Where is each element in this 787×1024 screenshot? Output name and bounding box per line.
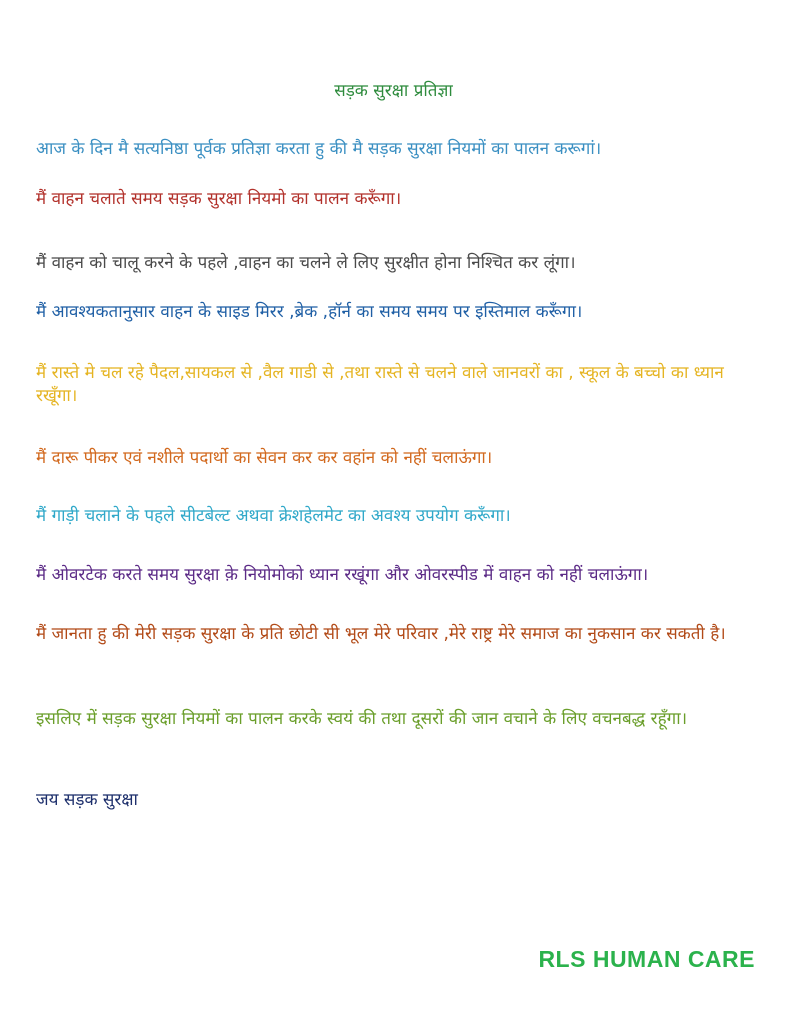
organization-name: RLS HUMAN CARE	[538, 946, 755, 972]
paragraph-10: इसलिए में सड़क सुरक्षा नियमों का पालन करके स्वयं की तथा दूसरों की जान वचाने के लिए वचनबद्ध रहूँगा।	[36, 709, 688, 729]
document-title: सड़क सुरक्षा प्रतिज्ञा	[334, 81, 453, 101]
paragraph-7: मैं गाड़ी चलाने के पहले सीटबेल्ट अथवा क्रेशहेलमेट का अवश्य उपयोग करूँगा।	[36, 506, 511, 526]
paragraph-5: मैं रास्ते मे चल रहे पैदल,सायकल से ,वैल गाडी से ,तथा रास्ते से चलने वाले जानवरों का , स्कूल के बच्चो का ध्यान रखूँगा।	[36, 363, 724, 406]
paragraph-2: मैं वाहन चलाते समय सड़क सुरक्षा नियमो का पालन करूँगा।	[36, 189, 402, 209]
closing-slogan: जय सड़क सुरक्षा	[36, 790, 138, 810]
paragraph-4: मैं आवश्यकतानुसार वाहन के साइड मिरर ,ब्रेक ,हॉर्न का समय समय पर इस्तिमाल करूँगा।	[36, 302, 583, 322]
paragraph-6: मैं दारू पीकर एवं नशीले पदार्थो का सेवन कर कर वहांन को नहीं चलाऊंगा।	[36, 448, 493, 468]
paragraph-9: मैं जानता हु की मेरी सड़क सुरक्षा के प्रति छोटी सी भूल मेरे परिवार ,मेरे राष्ट्र मेरे समाज का नुकसान कर सकती है।	[36, 624, 726, 644]
paragraph-3: मैं वाहन को चालू करने के पहले ,वाहन का चलने ले लिए सुरक्षीत होना निश्चित कर लूंगा।	[36, 253, 576, 273]
paragraph-8: मैं ओवरटेक करते समय सुरक्षा क़े नियोमोको ध्यान रखूंगा और ओवरस्पीड में वाहन को नहीं चलाऊंगा।	[36, 565, 649, 585]
paragraph-1: आज के दिन मै सत्यनिष्ठा पूर्वक प्रतिज्ञा करता हु की मै सड़क सुरक्षा नियमों का पालन करूगां।	[36, 139, 602, 159]
